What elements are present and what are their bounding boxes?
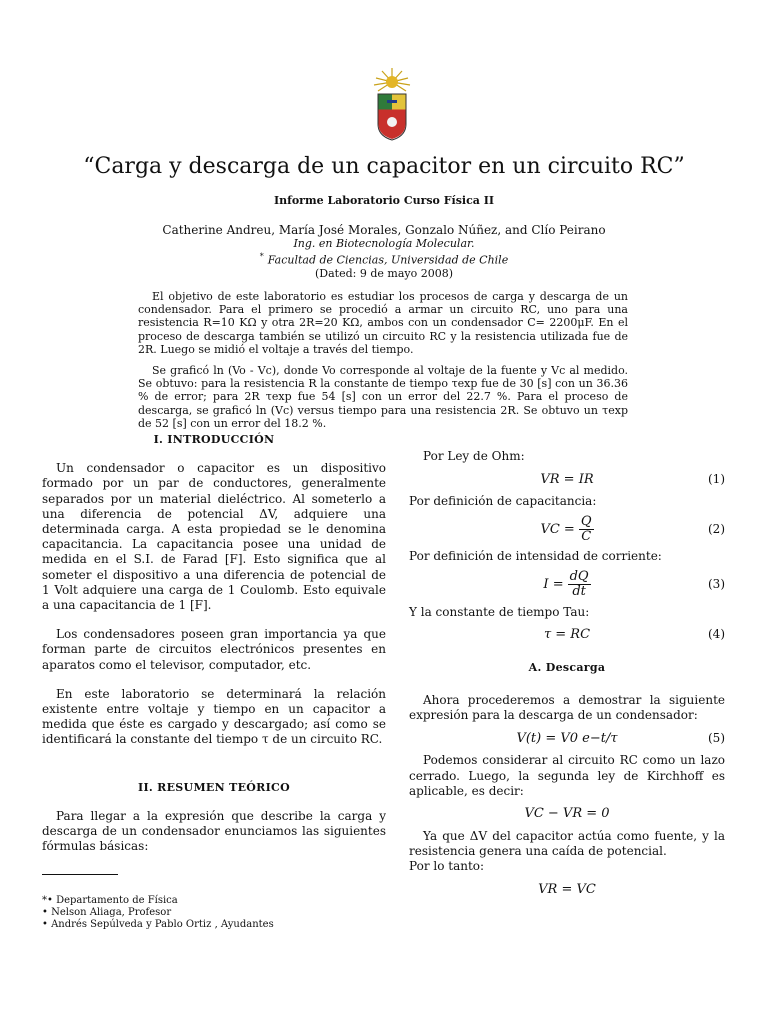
section-heading-resumen-teorico: II. RESUMEN TEÓRICO [138,780,290,794]
equation-vr-vc [409,875,725,905]
equation-2-denominator: C [581,528,592,544]
equation-3-numerator: dQ [569,569,589,585]
abstract-paragraph-2: Se graficó ln (Vo - Vc), donde Vo corresponde al voltaje de la fuente y Vc al medido. Se obtuvo: para la resistencia R la constante de tiempo τexp fue de 30 [s] con un 36.36 % de error; para 2R τexp fue 54 [s] con un error del 22.7 %. Para el proceso de descarga, se graficó ln (Vc) versus tiempo para una resistencia 2R. Se obtuvo un τexp de 52 [s] con un error del 18.2 %. [138,364,628,430]
equation-5 [409,723,725,753]
author-list: Catherine Andreu, María José Morales, Gonzalo Núñez, and Clío Peirano [162,223,606,237]
equation-2-lhs: VC = [540,521,575,537]
equation-3-number: (3) [708,577,725,591]
equation-kirchhoff-body: VC − VR = 0 [524,806,610,822]
section-heading-introduccion: I. INTRODUCCIÓN [153,433,275,446]
equation-5-body: V(t) = V0 e−t/τ [516,730,618,746]
university-crest-logo [370,66,414,142]
current-intro: Por definición de intensidad de corriente: [409,549,662,564]
affiliation-faculty-text: Facultad de Ciencias, Universidad de Chile [267,253,509,267]
footnote-3: • Andrés Sepúlveda y Pablo Ortiz , Ayudantes [42,919,274,930]
capacitance-intro: Por definición de capacitancia: [409,494,597,509]
intro-paragraph-3: En este laboratorio se determinará la relación existente entre voltaje y tiempo en un capacitor a medida que éste es cargado y descargado; así como se identificará la constante del tiempo τ de un circuito RC. [42,686,386,747]
paper-subtitle: Informe Laboratorio Curso Física II [273,194,495,207]
paper-title: “Carga y descarga de un capacitor en un circuito RC” [83,154,685,179]
equation-2-number: (2) [708,521,725,536]
footnotes [42,895,274,931]
equation-1-body: VR = IR [540,471,594,487]
theory-paragraph-1: Para llegar a la expresión que describe la carga y descarga de un condensador enunciamos las siguientes fórmulas básicas: [42,808,386,854]
subsection-heading-descarga: A. Descarga [528,660,606,674]
tau-intro: Y la constante de tiempo Tau: [409,604,590,619]
equation-kirchhoff [409,799,725,829]
affiliation-faculty [0,250,768,267]
affiliation-marker: * [259,252,264,261]
equation-1-number: (1) [708,471,725,486]
equation-1 [409,464,725,494]
discharge-paragraph-3: Ya que ΔV del capacitor actúa como fuente, y la resistencia genera una caída de potencial. [409,829,725,859]
equation-2 [409,509,725,549]
equation-4 [409,620,725,650]
equation-5-number: (5) [708,730,725,745]
abstract-paragraph-1: El objetivo de este laboratorio es estudiar los procesos de carga y descarga de un condensador. Para el primero se procedió a armar un circuito RC, uno para una resistencia R=10 KΩ y otra 2R=20 KΩ, ambos con un condensador C= 2200μF. En el proceso de descarga también se utilizó un circuito RC y la resistencia utilizada fue de 2R. Luego se midió el voltaje a través del tiempo. [138,290,628,356]
right-column [409,449,725,905]
equation-3-denominator: dt [572,584,586,600]
author-block [0,224,768,280]
discharge-paragraph-2: Podemos considerar al circuito RC como un lazo cerrado. Luego, la segunda ley de Kirchhoff es aplicable, es decir: [409,753,725,798]
left-column [42,432,386,854]
abstract [138,290,628,430]
footnote-rule [42,874,118,875]
equation-4-number: (4) [708,627,725,642]
equation-vr-vc-body: VR = VC [538,882,596,898]
intro-paragraph-2: Los condensadores poseen gran importancia ya que forman parte de circuitos electrónicos presentes en aparatos como el televisor, computador, etc. [42,627,386,672]
affiliation-program: Ing. en Biotecnología Molecular. [293,237,475,250]
equation-3 [409,565,725,605]
ohm-law-intro: Por Ley de Ohm: [423,449,525,463]
dated-line: (Dated: 9 de mayo 2008) [315,266,453,280]
equation-3-lhs: I = [543,577,564,592]
discharge-paragraph-4: Por lo tanto: [409,859,485,874]
intro-paragraph-1: Un condensador o capacitor es un dispositivo formado por un par de conductores, generalmente separados por un material dieléctrico. Al someterlo a una diferencia de potencial ΔV, adquiere una determinada carga. A esta propiedad se le denomina capacitancia. La capacitancia posee una unidad de medida en el S.I. de Farad [F]. Esto significa que al someter el dispositivo a una diferencia de potencial de 1 Volt adquiere una carga de 1 Coulomb. Esto equivale a una capacitancia de 1 [F]. [42,461,386,613]
equation-4-body: τ = RC [543,627,591,643]
equation-2-numerator: Q [580,513,592,529]
footnote-1: *• Departamento de Física [42,895,178,906]
discharge-paragraph-1: Ahora procederemos a demostrar la siguiente expresión para la descarga de un condensador: [409,693,725,723]
footnote-2: • Nelson Aliaga, Profesor [42,907,172,918]
